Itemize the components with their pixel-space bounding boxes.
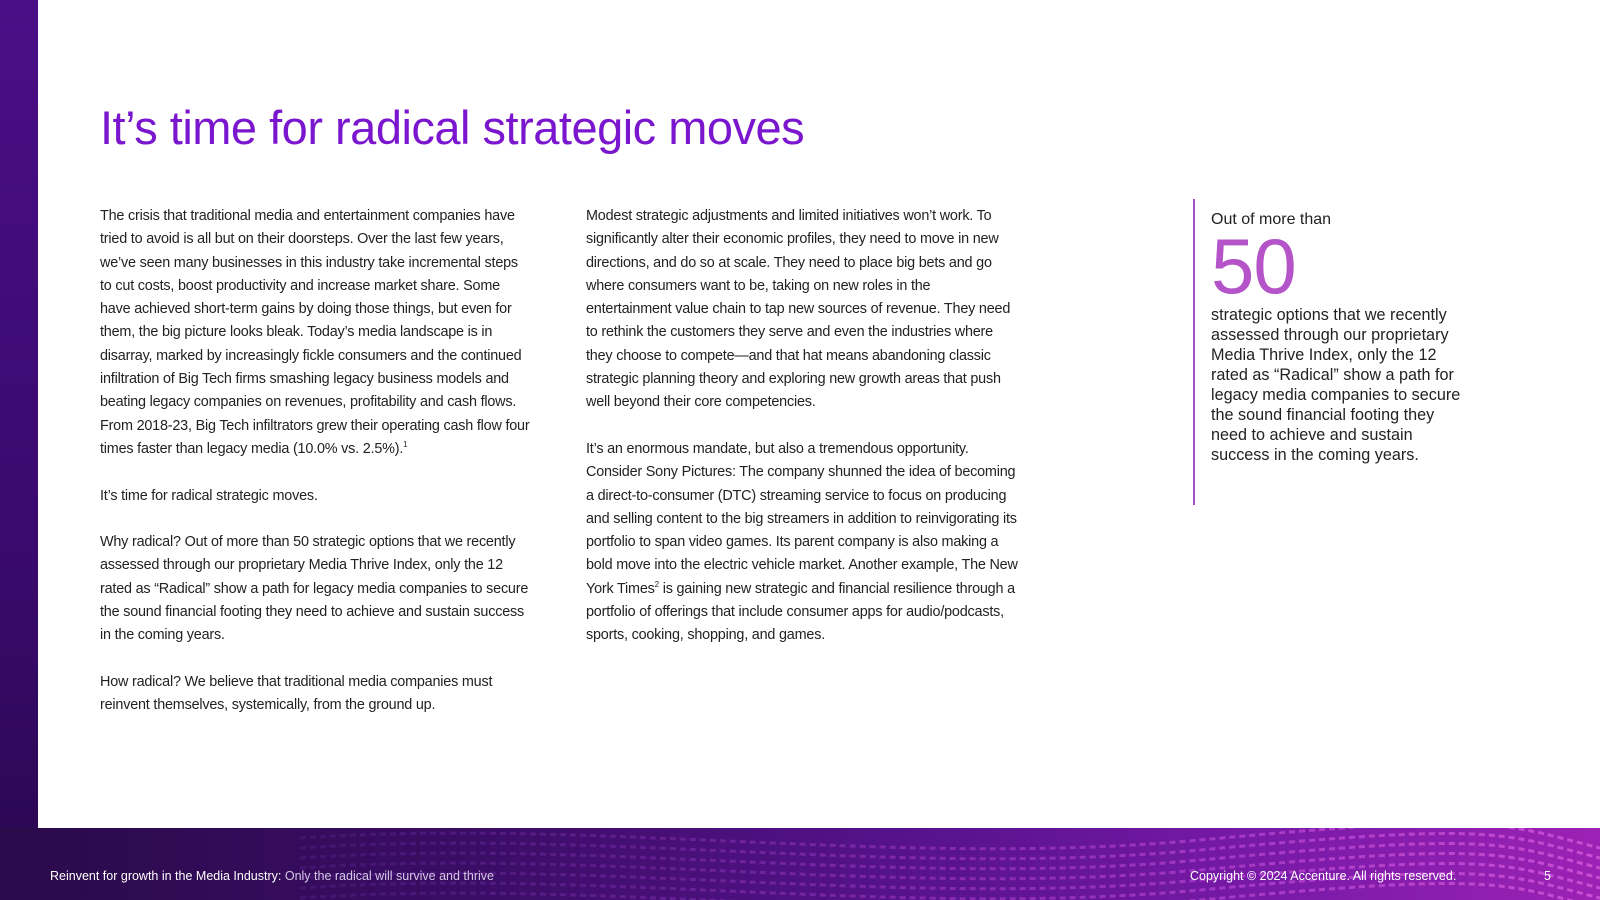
page-number: 5	[1544, 869, 1551, 883]
footer-copyright: Copyright © 2024 Accenture. All rights reserved.	[1190, 869, 1457, 883]
footnote-marker: 2	[654, 579, 659, 589]
body-column-left	[100, 205, 532, 741]
footer-title: Reinvent for growth in the Media Industry:	[50, 869, 282, 883]
footer-subtitle: Only the radical will survive and thrive	[281, 869, 494, 883]
paragraph: Modest strategic adjustments and limited initiatives won’t work. To significantly alter their economic profiles, they need to move in new directions, and do so at scale. They need to place big bets and go where consumers want to be, taking on new roles in the entertainment value chain to tap new sources of revenue. They need to rethink the customers they serve and even the industries where they choose to compete—and that hat means abandoning classic strategic planning theory and exploring new growth areas that push well beyond their core competencies.	[586, 208, 1011, 411]
callout-lead-in: Out of more than	[1211, 211, 1332, 228]
paragraph-text: is gaining new strategic and financial resilience through a portfolio of offerings that include consumer apps for audio/podcasts, sports, cooking, shopping, and games.	[586, 580, 1015, 644]
page-title: It’s time for radical strategic moves	[100, 101, 805, 154]
callout-text: strategic options that we recently assessed through our proprietary Media Thrive Index, only the 12 rated as “Radical” show a path for legacy media companies to secure the sound financial footing they need to achieve and sustain success in the coming years.	[1211, 306, 1461, 464]
footer-report-title	[50, 869, 494, 883]
paragraph: It’s time for radical strategic moves.	[100, 487, 318, 504]
callout-big-number: 50	[1211, 222, 1296, 310]
footer-band	[0, 828, 1600, 900]
paragraph	[100, 205, 532, 461]
paragraph	[586, 438, 1018, 648]
paragraph: How radical? We believe that traditional media companies must reinvent themselves, systemically, from the ground up.	[100, 673, 493, 714]
paragraph-text: The crisis that traditional media and entertainment companies have tried to avoid is all but on their doorsteps. Over the last few years, we’ve seen many businesses in this industry take incremental steps to cut costs, boost productivity and increase market share. Some have achieved short-term gains by doing those things, but even for them, the big picture looks bleak. Today’s media landscape is in disarray, marked by increasingly fickle consumers and the continued infiltration of Big Tech firms smashing legacy business models and beating legacy companies on revenues, profitability and cash flows. From 2018-23, Big Tech infiltrators grew their operating cash flow four times faster than legacy media (10.0% vs. 2.5%).	[100, 208, 530, 457]
paragraph: Why radical? Out of more than 50 strategic options that we recently assessed through our proprietary Media Thrive Index, only the 12 rated as “Radical” show a path for legacy media companies to secure the sound financial footing they need to achieve and sustain success in the coming years.	[100, 534, 529, 644]
left-accent-bar	[0, 0, 38, 900]
footnote-marker: 1	[403, 440, 408, 450]
stat-callout	[1193, 199, 1481, 505]
paragraph-text: It’s an enormous mandate, but also a tremendous opportunity. Consider Sony Pictures: The company shunned the idea of becoming a direct-to-consumer (DTC) streaming service to focus on producing and selling content to the big streamers in addition to reinvigorating its portfolio to span video games. Its parent company is also making a bold move into the electric vehicle market. Another example, The New York Times	[586, 440, 1018, 597]
wave-pattern-graphic	[0, 828, 1600, 900]
body-column-right	[586, 205, 1018, 671]
